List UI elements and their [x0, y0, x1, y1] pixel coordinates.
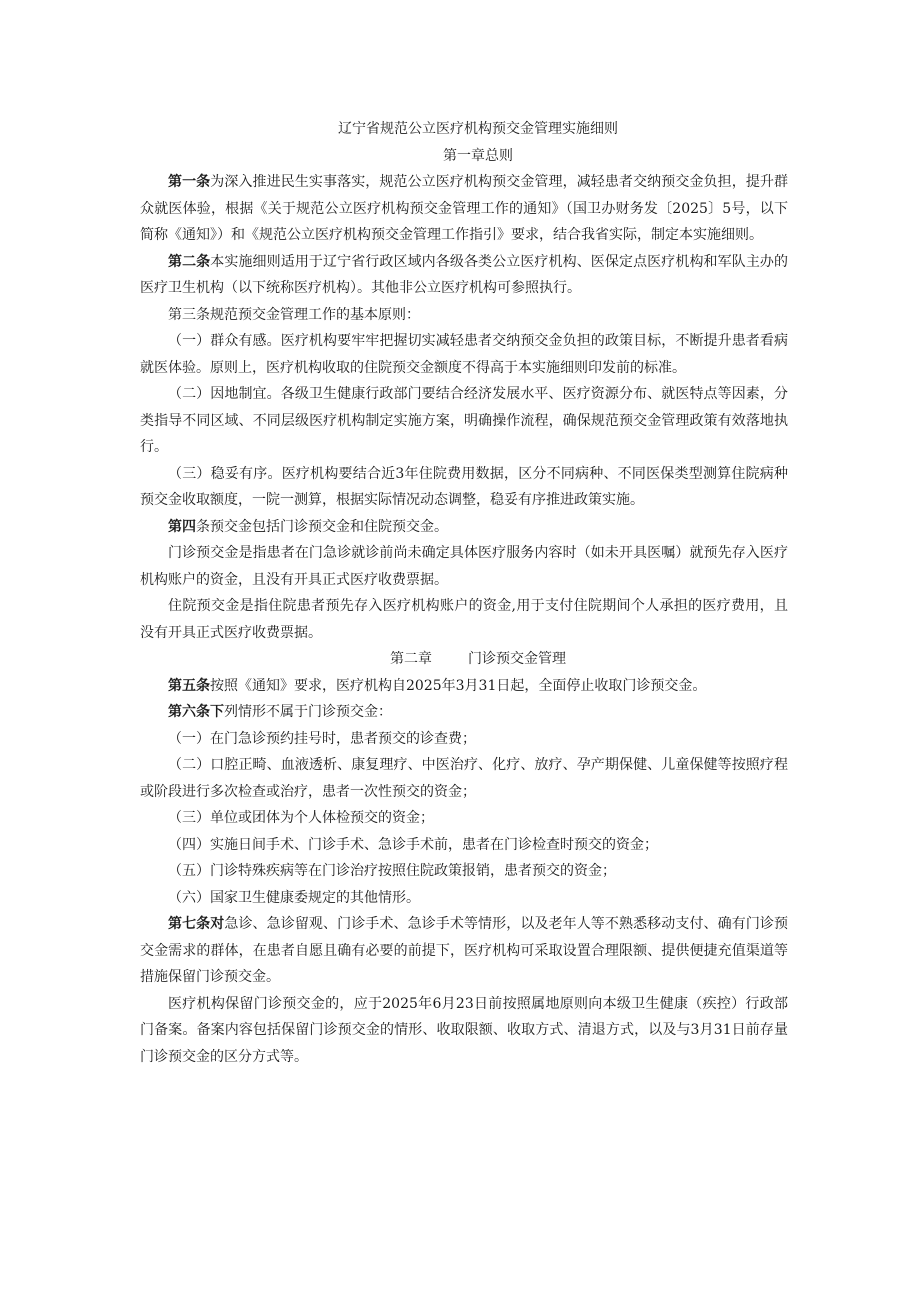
chapter-1-heading: 第一章总则: [443, 147, 513, 164]
article-6-item-5: （五）门诊特殊疾病等在门诊治疗按照住院政策报销，患者预交的资金；: [168, 863, 616, 879]
article-1: [140, 169, 788, 249]
article-5-text: 按照《通知》要求，医疗机构自2025年3月31日起，全面停止收取门诊预交金。: [210, 677, 707, 694]
article-6-item-1: （一）在门急诊预约挂号时，患者预交的诊查费；: [168, 730, 476, 747]
article-5: [140, 673, 788, 700]
chapter-2-name: 门诊预交金管理: [468, 651, 566, 667]
article-4-heading: 第四: [168, 518, 196, 535]
article-3-item-2: （二）因地制宜。各级卫生健康行政部门要结合经济发展水平、医疗资源分布、就医特点等因素，分类指导不同区域、不同层级医疗机构制定实施方案，明确操作流程，确保规范预交金管理政策有效落地执行。: [140, 386, 788, 455]
article-3: 第三条规范预交金管理工作的基本原则：: [168, 306, 420, 323]
article-7-heading: 第七条对: [168, 916, 225, 932]
article-6: [140, 699, 788, 726]
article-4-paragraph-2: 住院预交金是指住院患者预先存入医疗机构账户的资金,用于支付住院期间个人承担的医疗费用，且没有开具正式医疗收费票据。: [140, 598, 788, 641]
article-5-heading: 第五条: [168, 677, 210, 694]
article-6-text: 列情形不属于门诊预交金：: [224, 704, 392, 720]
article-6-item-3: （三）单位或团体为个人体检预交的资金；: [168, 810, 434, 826]
article-3-item-1: （一）群众有感。医疗机构要牢牢把握切实减轻患者交纳预交金负担的政策目标，不断提升患者看病就医体验。原则上，医疗机构收取的住院预交金额度不得高于本实施细则印发前的标准。: [140, 333, 788, 376]
article-2-text: 本实施细则适用于辽宁省行政区域内各级各类公立医疗机构、医保定点医疗机构和军队主办的医疗卫生机构（以下统称医疗机构）。其他非公立医疗机构可参照执行。: [140, 253, 788, 296]
document-body: [140, 116, 788, 1070]
article-2-heading: 第二条: [168, 253, 211, 270]
document-title: 辽宁省规范公立医疗机构预交金管理实施细则: [338, 121, 618, 137]
article-6-item-6: （六）国家卫生健康委规定的其他情形。: [168, 889, 420, 906]
article-1-text: 为深入推进民生实事落实，规范公立医疗机构预交金管理，减轻患者交纳预交金负担，提升群众就医体验，根据《关于规范公立医疗机构预交金管理工作的通知》（国卫办财务发〔2025〕5号，以下简称《通知》）和《规范公立医疗机构预交金管理工作指引》要求，结合我省实际，制定本实施细则。: [140, 174, 788, 243]
article-4: [140, 514, 788, 541]
article-6-item-4: （四）实施日间手术、门诊手术、急诊手术前，患者在门诊检查时预交的资金；: [168, 836, 658, 853]
article-7-text: 急诊、急诊留观、门诊手术、急诊手术等情形，以及老年人等不熟悉移动支付、确有门诊预交金需求的群体，在患者自愿且确有必要的前提下，医疗机构可采取设置合理限额、提供便捷充值渠道等措施保留门诊预交金。: [140, 916, 789, 985]
article-7-paragraph-1: 医疗机构保留门诊预交金的，应于2025年6月23日前按照属地原则向本级卫生健康（疾控）行政部门备案。备案内容包括保留门诊预交金的情形、收取限额、收取方式、清退方式，以及与3月31日前存量门诊预交金的区分方式等。: [140, 995, 788, 1065]
article-4-paragraph-1: 门诊预交金是指患者在门急诊就诊前尚未确定具体医疗服务内容时（如未开具医嘱）就预先存入医疗机构账户的资金，且没有开具正式医疗收费票据。: [140, 545, 788, 588]
article-1-heading: 第一条: [168, 174, 211, 190]
article-6-heading: 第六条下: [168, 704, 224, 720]
chapter-2-heading: [140, 646, 788, 673]
article-7: [140, 911, 788, 991]
article-2: [140, 249, 788, 302]
article-6-item-2: （二）口腔正畸、血液透析、康复理疗、中医治疗、化疗、放疗、孕产期保健、儿童保健等按照疗程或阶段进行多次检查或治疗，患者一次性预交的资金；: [140, 757, 788, 800]
chapter-2-number: 第二章: [390, 651, 432, 667]
article-3-item-3: （三）稳妥有序。医疗机构要结合近3年住院费用数据，区分不同病种、不同医保类型测算住院病种预交金收取额度，一院一测算，根据实际情况动态调整，稳妥有序推进政策实施。: [140, 465, 788, 508]
article-4-text: 条预交金包括门诊预交金和住院预交金。: [196, 518, 448, 535]
